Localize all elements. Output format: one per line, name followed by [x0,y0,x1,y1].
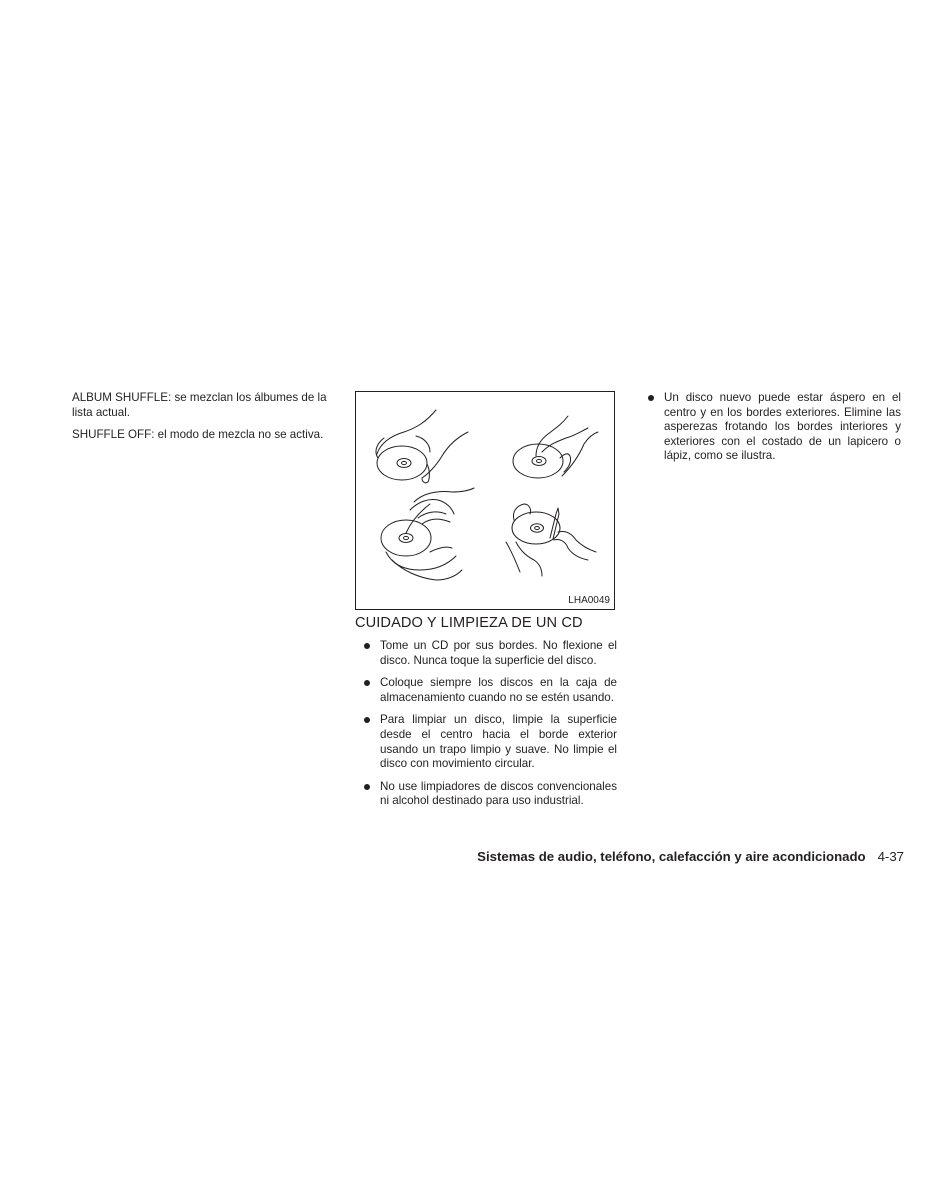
shuffle-off-paragraph [72,428,335,443]
left-column [72,391,335,451]
list-item-text: Coloque siempre los discos en la caja de almacenamiento cuando no se estén usando. [380,676,617,704]
panel-pencil-smooth [506,504,596,576]
shuffle-off-term: SHUFFLE OFF: [72,428,155,442]
list-item-text: Tome un CD por sus bordes. No flexione el disco. Nunca toque la superficie del disco. [380,639,617,667]
bullet-icon [364,717,370,723]
list-item [355,639,617,668]
footer-section-name: Sistemas de audio, teléfono, calefacción y aire acondicionado [477,849,866,864]
panel-no-touch [513,416,598,478]
bullet-icon [364,680,370,686]
panel-hold-edges [376,410,468,483]
middle-column [355,391,617,817]
page-footer [430,849,904,865]
list-item-text: Un disco nuevo puede estar áspero en el centro y en los bordes exteriores. Elimine las asperezas frotando los bordes interiores y exteriores con el costado de un lapicero o lápiz, como se ilustra. [664,391,901,463]
cd-handling-drawing [356,392,616,611]
right-column [647,391,901,472]
album-shuffle-text: se mezclan los álbumes de la lista actual. [72,391,327,419]
list-item [647,391,901,464]
bullet-icon [364,643,370,649]
cd-handling-illustration [355,391,615,610]
list-item-text: No use limpiadores de discos convencionales ni alcohol destinado para uso industrial. [380,779,617,808]
album-shuffle-term: ALBUM SHUFFLE: [72,391,172,404]
cd-care-list [355,639,617,809]
album-shuffle-paragraph [72,391,335,420]
list-item-text: Para limpiar un disco, limpie la superficie desde el centro hacia el borde exterior usando un trapo limpio y suave. No limpie el disco con movimiento circular. [380,713,617,771]
list-item [355,676,617,705]
list-item [355,780,617,809]
page-number: 4-37 [877,849,904,864]
new-disc-list [647,391,901,464]
figure-code: LHA0049 [568,595,610,606]
section-title-cd-care: CUIDADO Y LIMPIEZA DE UN CD [355,615,583,631]
bullet-icon [364,784,370,790]
list-item [355,713,617,771]
shuffle-off-text: el modo de mezcla no se activa. [154,428,324,442]
bullet-icon [648,395,654,401]
panel-wipe-cloth [381,488,474,580]
